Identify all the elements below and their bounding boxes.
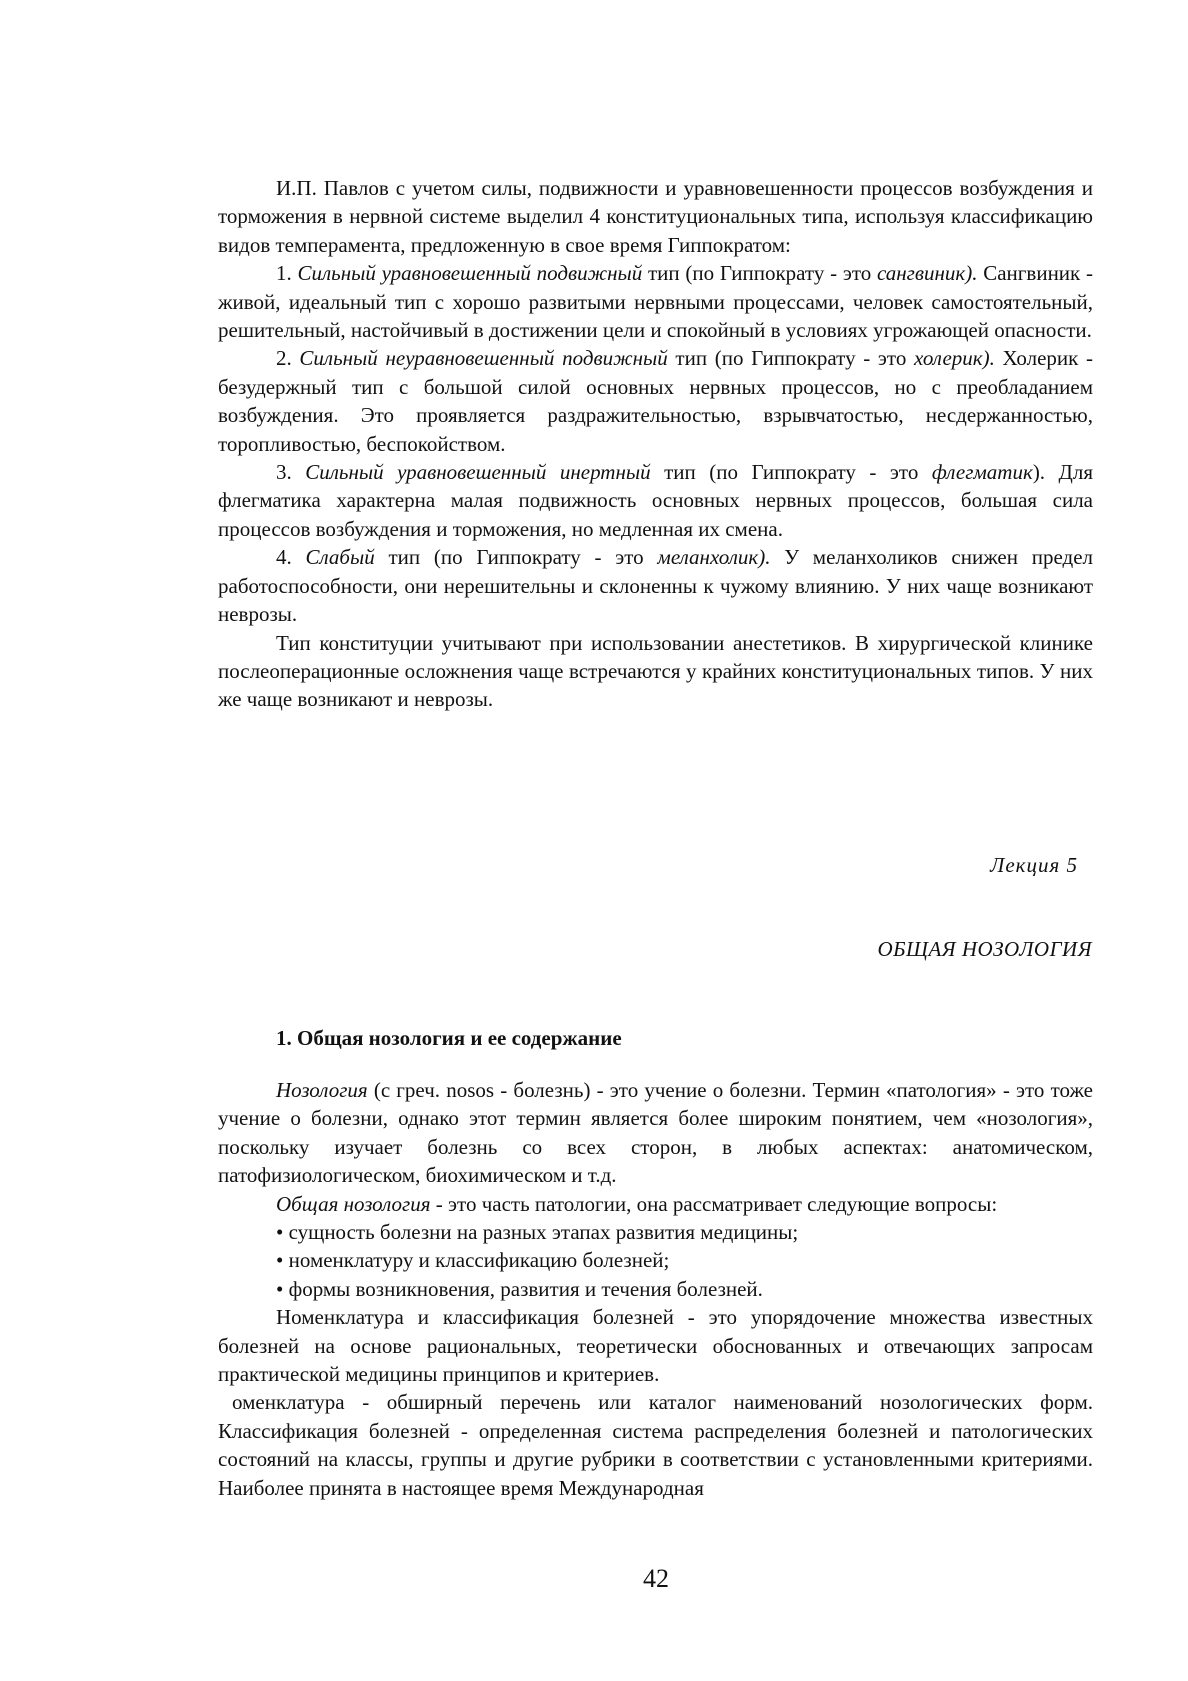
type-name: Сильный неуравновешенный подвижный (299, 346, 668, 371)
type-item-1 (218, 259, 1093, 344)
type-mid: тип (по Гиппократу - это (374, 545, 658, 570)
type-description: У меланхоликов снижен предел работоспособности, они нерешительны и склоненны к чужому влиянию. У них чаще возникают неврозы. (218, 545, 1093, 627)
type-mid: тип (по Гиппократу - это (642, 261, 877, 286)
temperament-types-block (218, 174, 1093, 714)
type-number: 2. (276, 346, 292, 371)
type-temperament: сангвиник). (876, 261, 978, 286)
type-name: Сильный уравновешенный инертный (305, 460, 651, 485)
subheading: 1. Общая нозология и ее содержание (276, 1026, 622, 1050)
type-name: Слабый (305, 545, 375, 570)
type-description: Сангвиник - живой, идеальный тип с хорошо развитыми нервными процессами, человек самостоятельный, решительный, настойчивый в достижении цели и спокойный в условиях угрожающей опасности. (218, 261, 1093, 343)
type-item-2 (218, 344, 1093, 458)
nosology-block (218, 1076, 1093, 1502)
type-description: Холерик - безудержный тип с большой силой основных нервных процессов, но с преобладанием возбуждения. Это проявляется раздражительностью, взрывчатостью, несдержанностью, торопливостью, беспокойством. (218, 346, 1094, 456)
term-general-nosology: Общая нозология (276, 1191, 431, 1216)
list-item: • сущность болезни на разных этапах развития медицины; (276, 1220, 799, 1245)
paragraph-constitution: Тип конституции учитывают при использовании анестетиков. В хирургической клинике послеоперационные осложнения чаще встречаются у крайних конституциональных типов. У них же чаще возникают и неврозы. (218, 630, 1093, 712)
type-item-3 (218, 458, 1093, 543)
list-item: • номенклатуру и классификацию болезней; (276, 1248, 670, 1273)
term-nosology: Нозология (276, 1078, 368, 1102)
type-mid: тип (по Гиппократу - это (667, 346, 915, 371)
type-name: Сильный уравновешенный подвижный (297, 261, 643, 286)
paragraph-nosology-text: (с греч. nosos - болезнь) - это учение о болезни. Термин «патология» - это тоже учение о болезни, однако этот термин является более широким понятием, чем «нозология», поскольку изучает болезнь со всех сторон, в любых аспектах: анатомическом, патофизиологическом, биохимическом и т.д. (218, 1078, 1093, 1188)
type-mid: тип (по Гиппократу - это (650, 460, 932, 485)
type-temperament: флегматик (931, 460, 1033, 485)
list-item: • формы возникновения, развития и течения болезней. (276, 1276, 763, 1301)
paragraph-general-nosology-text: - это часть патологии, она рассматривает следующие вопросы: (430, 1191, 998, 1216)
lecture-label: Лекция 5 (990, 853, 1078, 877)
type-number: 1. (276, 261, 292, 286)
type-temperament: меланхолик). (657, 545, 771, 570)
type-number: 3. (276, 460, 292, 485)
page-number: 42 (643, 1564, 669, 1593)
type-item-4 (218, 543, 1093, 628)
paragraph-general-nosology (218, 1190, 1093, 1218)
section-title: ОБЩАЯ НОЗОЛОГИЯ (877, 937, 1092, 961)
paragraph-nomenclature: оменклатура - обширный перечень или каталог наименований нозологических форм. Классификация болезней - определенная система распределения болезней и патологических состояний на классы, группы и другие рубрики в соответствии с установленными критериями. Наиболее принята в настоящее время Международная (218, 1390, 1093, 1500)
type-number: 4. (276, 545, 292, 570)
paragraph-intro: И.П. Павлов с учетом силы, подвижности и уравновешенности процессов возбуждения и торможения в нервной системе выделил 4 конституциональных типа, используя классификацию видов темперамента, предложенную в свое время Гиппократом: (218, 176, 1093, 257)
paragraph-classification: Номенклатура и классификация болезней - это упорядочение множества известных болезней на основе рациональных, теоретически обоснованных и отвечающих запросам практической медицины принципов и критериев. (218, 1305, 1093, 1387)
type-temperament: холерик). (914, 346, 995, 371)
paragraph-nosology (218, 1076, 1093, 1190)
type-description: ). Для флегматика характерна малая подвижность основных нервных процессов, большая сила процессов возбуждения и торможения, но медленная их смена. (218, 460, 1094, 541)
